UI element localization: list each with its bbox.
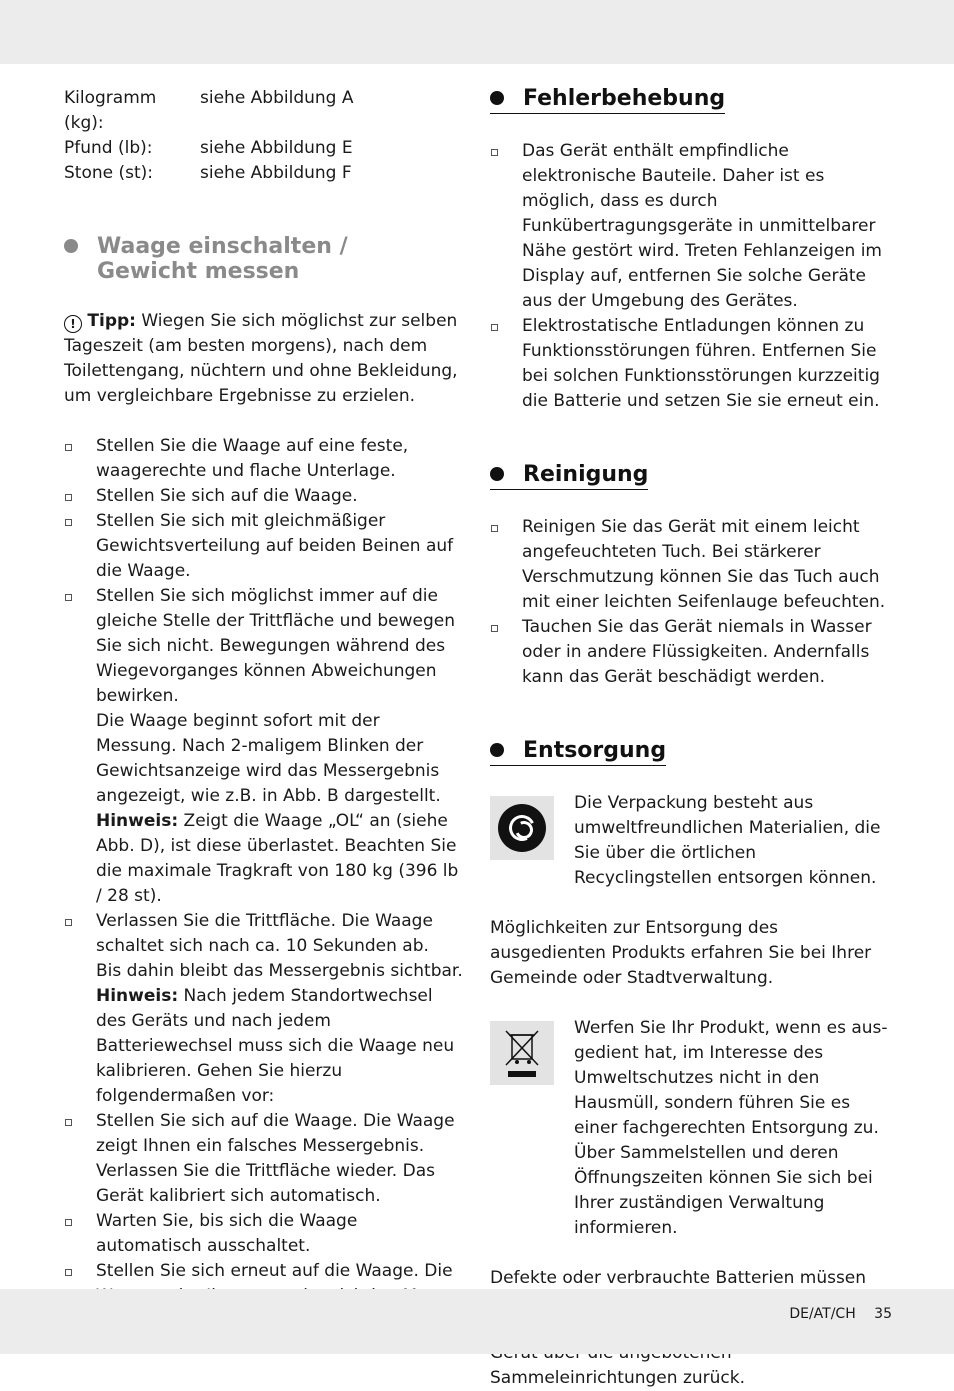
section-title-troubleshooting: Fehlerbehebung: [490, 86, 725, 114]
tip-paragraph: ! Tipp: Wiegen Sie sich möglichst zur selben Tageszeit (am besten morgens), nach dem Toilettengang, nüchtern und ohne Bekleidung, um vergleichbare Ergebnisse zu erzielen.: [64, 311, 458, 406]
right-column: [490, 86, 894, 1391]
tip-label: Tipp:: [87, 311, 136, 331]
checkbox-square-icon: [65, 519, 72, 526]
bullet-dot-icon: [490, 743, 504, 757]
exclamation-icon: !: [64, 315, 82, 333]
checkbox-square-icon: [65, 1119, 72, 1126]
units-table: [64, 86, 464, 186]
list-item: Verlassen Sie die Trittfläche. Die Waage schaltet sich nach ca. 10 Sekunden ab. Bis dahin bleibt das Messergebnis sichtbar. Hinweis: Nach jedem Standortwechsel des Geräts und nach jedem Batteriewechsel muss sich die Waage neu kalibrieren. Gehen Sie hierzu folgendermaßen vor:: [64, 909, 464, 1109]
checkbox-square-icon: [491, 625, 498, 632]
unit-ref: siehe Abbildung A: [200, 88, 354, 108]
section-title-cleaning: Reinigung: [490, 462, 648, 490]
page-footer: [775, 1306, 892, 1322]
battery-info: Defekte oder verbrauchte Batterien müssen Sammeleinrichtungen zurück.: [490, 1268, 867, 1388]
unit-label: Pfund (lb):: [64, 138, 153, 158]
section-title-disposal: Entsorgung: [490, 738, 666, 766]
list-item: Warten Sie, bis sich die Waage automatisch ausschaltet.: [64, 1209, 464, 1259]
bullet-dot-icon: [64, 239, 78, 253]
list-item: Tauchen Sie das Gerät niemals in Wasser oder in andere Flüssigkeiten. Andernfalls kann das Gerät beschädigt werden.: [490, 615, 894, 690]
list-item: Das Gerät enthält empfindliche elektronische Bauteile. Daher ist es möglich, dass es durch Funkübertragungsgeräte in unmittelbarer Nähe gestört wird. Treten Fehlanzeigen im Display auf, entfernen Sie solche Geräte aus der Umgebung des Gerätes.: [490, 139, 894, 314]
packaging-note: Die Verpackung besteht aus umweltfreundlichen Materialien, die Sie über die örtlichen Recyclingstellen entsorgen können.: [490, 791, 894, 891]
crossed-bin-icon: [490, 1021, 554, 1085]
unit-row-kg: [64, 86, 464, 136]
list-item: Stellen Sie sich erneut auf die Waage. Die: [64, 1259, 464, 1334]
unit-ref: siehe Abbildung E: [200, 138, 353, 158]
list-item: Elektrostatische Entladungen können zu Funktionsstörungen führen. Entfernen Sie bei solchen Funktionsstörungen kurzzeitig die Batterie und setzen Sie sie erneut ein.: [490, 314, 894, 414]
unit-label: Kilogramm (kg):: [64, 88, 157, 133]
list-item: Stellen Sie sich auf die Waage.: [64, 484, 464, 509]
list-item: Stellen Sie sich mit gleichmäßiger Gewichtsverteilung auf beiden Beinen auf die Waage.: [64, 509, 464, 584]
recycling-symbol-icon: [490, 796, 554, 860]
bullet-dot-icon: [490, 467, 504, 481]
section-title-weigh: Waage einschalten / Gewicht messen: [64, 234, 464, 284]
list-item: Stellen Sie sich möglichst immer auf die gleiche Stelle der Trittfläche und bewegen Sie sich nicht. Bewegungen während des Wiegevorganges können Abweichungen bewirken. Die Waage beginnt sofort mit der Messung. Nach 2-maligem Blinken der Gewichtsanzeige wird das Messergebnis angezeigt, wie z.B. in Abb. B dargestellt. Hinweis: Zeigt die Waage „OL“ an (siehe Abb. D), ist diese überlastet. Beachten Sie die maximale Tragkraft von 180 kg (396 lb / 28 st).: [64, 584, 464, 909]
checkbox-square-icon: [491, 525, 498, 532]
checkbox-square-icon: [65, 494, 72, 501]
list-item: Reinigen Sie das Gerät mit einem leicht angefeuchteten Tuch. Bei stärkerer Verschmutzung können Sie das Tuch auch mit einer leichten Seifenlauge befeuchten.: [490, 515, 894, 615]
list-item: Stellen Sie sich auf die Waage. Die Waage zeigt Ihnen ein falsches Messergebnis. Verlassen Sie die Trittfläche wieder. Das Gerät kalibriert sich automatisch.: [64, 1109, 464, 1209]
weee-note: Werfen Sie Ihr Produkt, wenn es ausgedient hat, im Interesse des Umweltschutzes nicht in den Hausmüll, sondern führen Sie es einer fachgerechten Entsorgung zu. Über Sammelstellen und deren Öffnungszeiten können Sie sich bei Ihrer zuständigen Verwaltung informieren.: [490, 1016, 894, 1241]
unit-ref: siehe Abbildung F: [200, 163, 352, 183]
disposal-info: Möglichkeiten zur Entsorgung des ausgedienten Produkts erfahren Sie bei Ihrer Gemeinde oder Stadtverwaltung.: [490, 918, 872, 988]
bullet-dot-icon: [490, 91, 504, 105]
checkbox-square-icon: [65, 919, 72, 926]
left-column: [64, 86, 464, 1334]
unit-label: Stone (st):: [64, 163, 154, 183]
checkbox-square-icon: [491, 324, 498, 331]
unit-row-st: [64, 161, 464, 186]
checkbox-square-icon: [65, 444, 72, 451]
checkbox-square-icon: [65, 594, 72, 601]
unit-row-lb: [64, 136, 464, 161]
top-band: [0, 0, 954, 64]
checkbox-square-icon: [491, 149, 498, 156]
checkbox-square-icon: [65, 1219, 72, 1226]
checkbox-square-icon: [65, 1269, 72, 1276]
list-item: Stellen Sie die Waage auf eine feste, waagerechte und flache Unterlage.: [64, 434, 464, 484]
region-label: DE/AT/CH: [789, 1306, 856, 1322]
page-number: 35: [874, 1306, 892, 1322]
